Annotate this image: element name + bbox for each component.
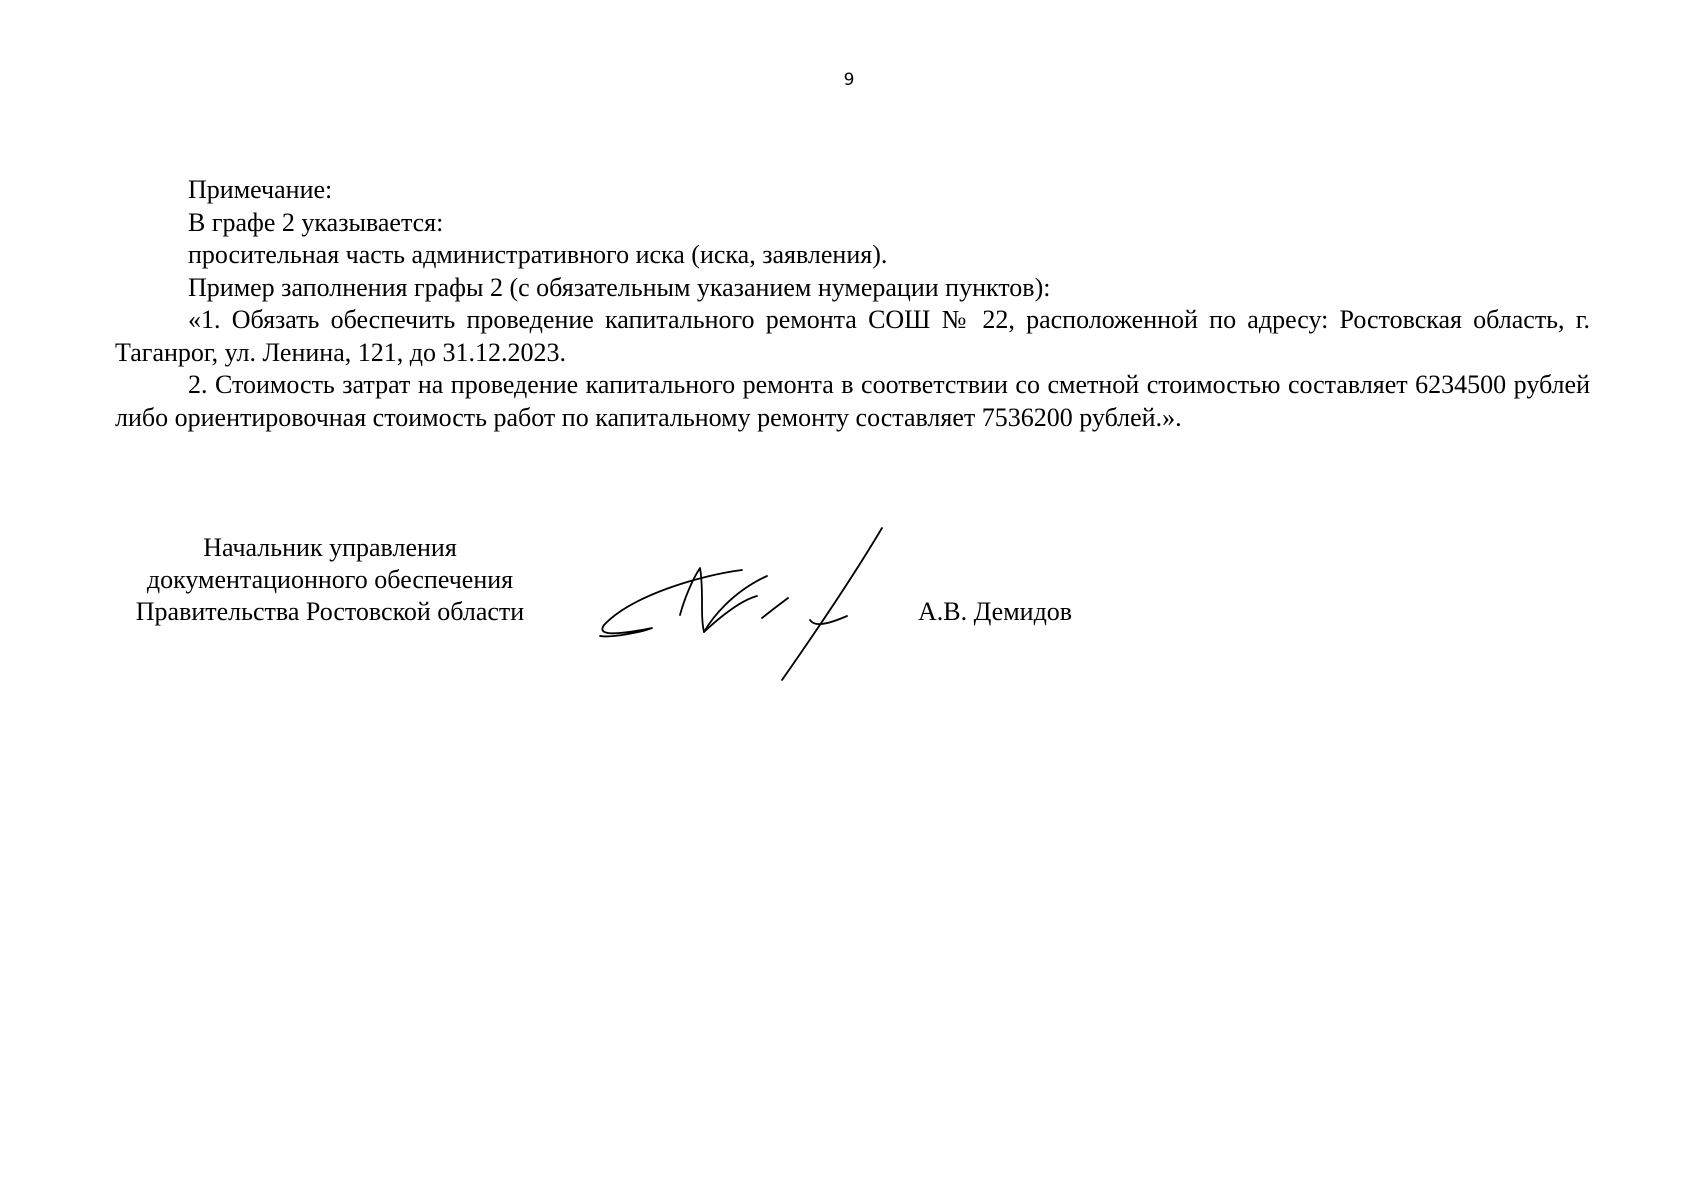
- signer-position-line-2: документационного обеспечения: [146, 565, 514, 594]
- page-number: 9: [843, 70, 855, 90]
- signer-name: А.В. Демидов: [918, 597, 1073, 626]
- note-item-2: 2. Стоимость затрат на проведение капитального ремонта в соответствии со сметной стоимостью составляет 6234500 рублей либо ориентировочная стоимость работ по капитальному ремонту составляет 7536200 рублей.».: [115, 370, 1590, 432]
- note-column-intro: В графе 2 указывается:: [188, 207, 444, 237]
- note-item-1: «1. Обязать обеспечить проведение капитального ремонта СОШ № 22, расположенной по адресу: Ростовская область, г. Таганрог, ул. Ленина, 121, до 31.12.2023.: [115, 305, 1590, 367]
- signer-position-line-1: Начальник управления: [203, 533, 457, 562]
- note-body: [115, 174, 1590, 434]
- note-heading: Примечание:: [188, 175, 333, 204]
- signer-position: [105, 532, 555, 628]
- signer-position-line-3: Правительства Ростовской области: [135, 597, 525, 626]
- note-column-desc: просительная часть административного иска (иска, заявления).: [188, 240, 888, 269]
- handwritten-signature-icon: [592, 520, 892, 690]
- note-example-intro: Пример заполнения графы 2 (с обязательным указанием нумерации пунктов):: [188, 272, 1051, 302]
